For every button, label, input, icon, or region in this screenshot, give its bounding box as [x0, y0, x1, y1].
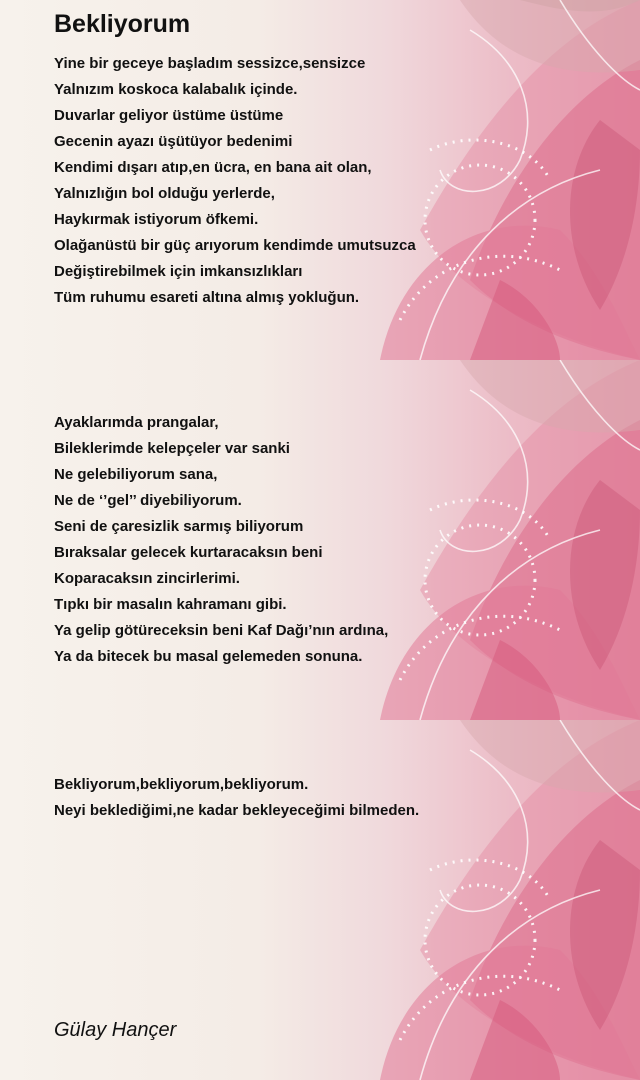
- poem-author: Gülay Hançer: [54, 1019, 177, 1041]
- poem-line: Ya da bitecek bu masal gelemeden sonuna.: [54, 648, 363, 665]
- poem-line: Ne de ‘’gel’’ diyebiliyorum.: [54, 492, 242, 509]
- poem-line: Bekliyorum,bekliyorum,bekliyorum.: [54, 776, 309, 793]
- poem-line: Yine bir geceye başladım sessizce,sensizce: [54, 55, 366, 72]
- poem-line: Tüm ruhumu esareti altına almış yokluğun.: [54, 289, 360, 306]
- stanza-2: [54, 410, 388, 670]
- poem-line: Ne gelebiliyorum sana,: [54, 466, 218, 483]
- stanza-3: [54, 772, 419, 824]
- poem-line: Gecenin ayazı üşütüyor bedenimi: [54, 133, 293, 150]
- poem-line: Kendimi dışarı atıp,en ücra, en bana ait olan,: [54, 159, 372, 176]
- flower-petals: [380, 0, 640, 360]
- poem-line: Olağanüstü bir güç arıyorum kendimde umutsuzca: [54, 237, 416, 254]
- stanza-1: [54, 51, 416, 311]
- poem-line: Yalnızım koskoca kalabalık içinde.: [54, 81, 298, 98]
- poem-title: Bekliyorum: [54, 10, 191, 38]
- poem-line: Yalnızlığın bol olduğu yerlerde,: [54, 185, 275, 202]
- poem-line: Koparacaksın zincirlerimi.: [54, 570, 240, 587]
- flower-petals: [380, 360, 640, 720]
- poem-line: Neyi beklediğimi,ne kadar bekleyeceğimi bilmeden.: [54, 802, 420, 819]
- poem-line: Bileklerimde kelepçeler var sanki: [54, 440, 290, 457]
- poem-line: Ya gelip götüreceksin beni Kaf Dağı’nın ardına,: [54, 622, 389, 639]
- poem-line: Değiştirebilmek için imkansızlıkları: [54, 263, 303, 280]
- poem-line: Duvarlar geliyor üstüme üstüme: [54, 107, 284, 124]
- poem-line: Tıpkı bir masalın kahramanı gibi.: [54, 596, 287, 613]
- poem-line: Bıraksalar gelecek kurtaracaksın beni: [54, 544, 323, 561]
- poem-line: Ayaklarımda prangalar,: [54, 414, 219, 431]
- poem-line: Seni de çaresizlik sarmış biliyorum: [54, 518, 304, 535]
- poem-line: Haykırmak istiyorum öfkemi.: [54, 211, 259, 228]
